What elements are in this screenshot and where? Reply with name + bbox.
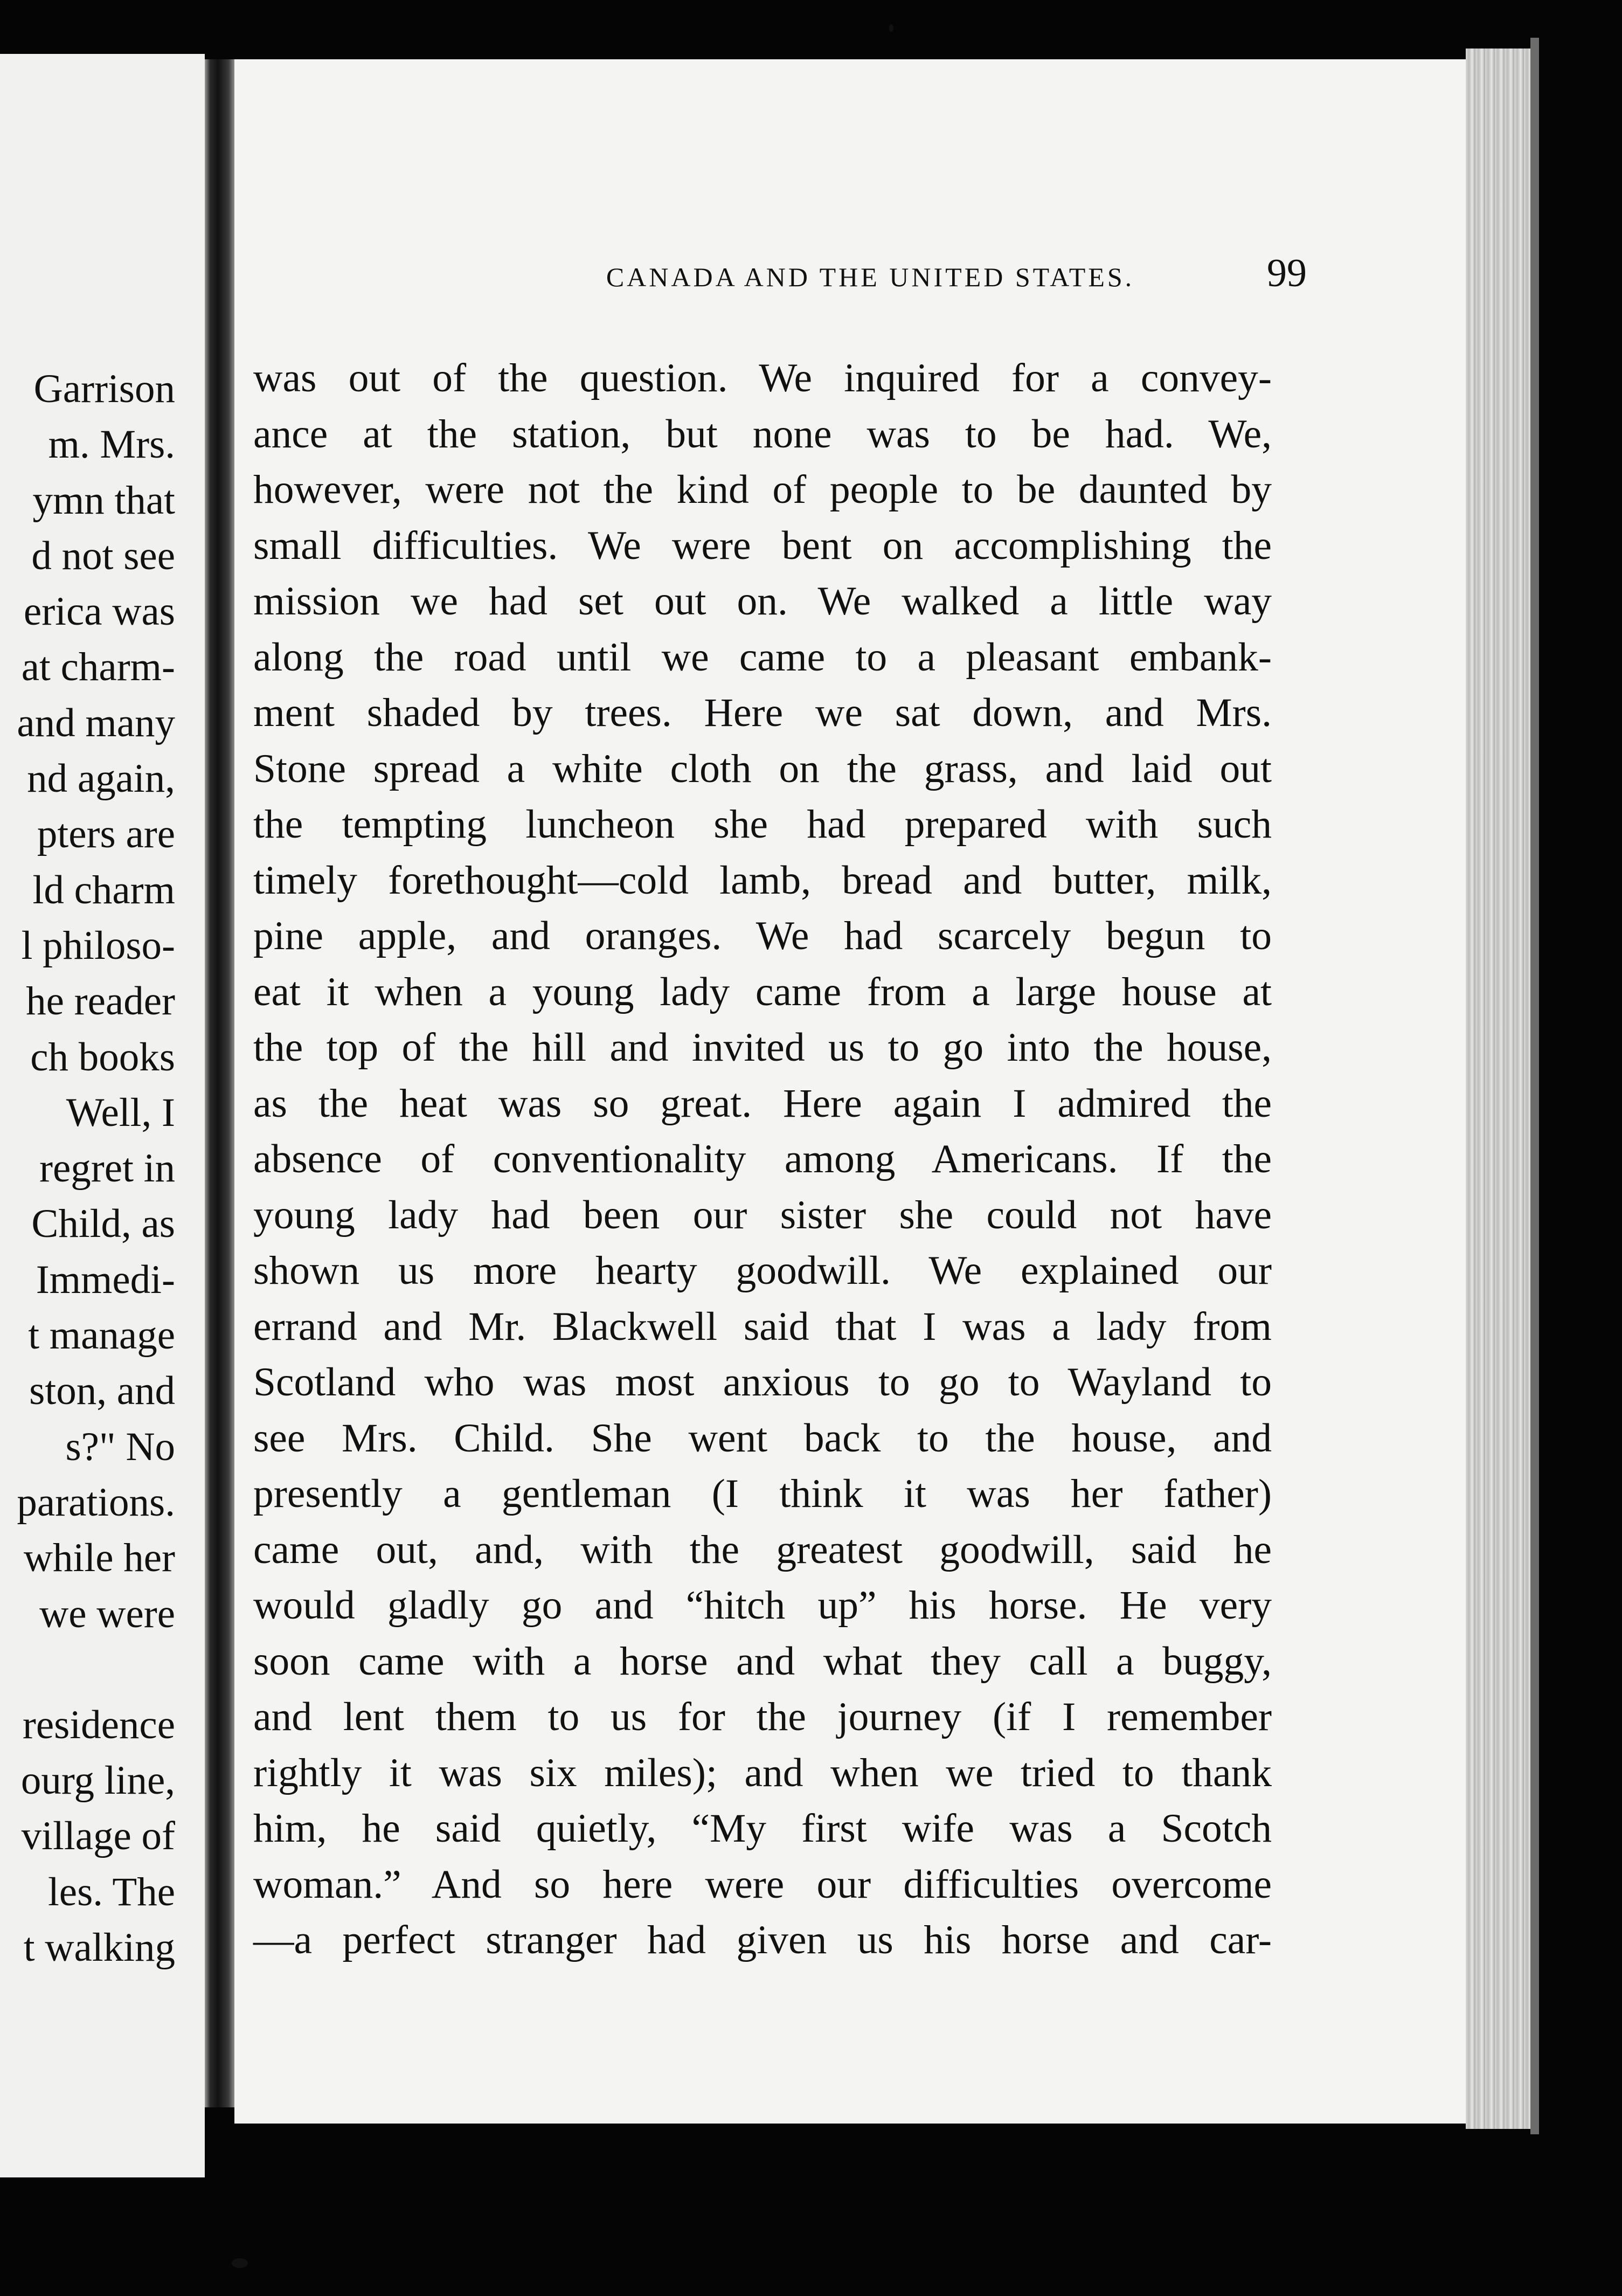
body-line: the top of the hill and invited us to go into the house, [253,1025,1272,1070]
body-line: —a perfect stranger had given us his horse and car- [253,1918,1272,1962]
left-page-line: Child, as [31,1201,175,1247]
body-line: Stone spread a white cloth on the grass, and laid out [253,746,1272,791]
left-page-line: while her [23,1536,175,1581]
body-line: woman.” And so here were our difficulties overcome [253,1862,1272,1907]
left-page-line: s?" No [65,1424,175,1469]
body-line: mission we had set out on. We walked a little way [253,579,1272,624]
left-page-line: erica was [23,589,175,634]
left-page-line: ymn that [32,478,175,523]
body-line: as the heat was so great. Here again I admired the [253,1081,1272,1126]
left-page-line: and many [17,700,175,745]
body-line: eat it when a young lady came from a large house at [253,969,1272,1014]
body-line: small difficulties. We were bent on accomplishing the [253,523,1272,568]
left-page-line: l philoso- [21,923,175,968]
body-line: would gladly go and “hitch up” his horse. He very [253,1583,1272,1628]
body-line: and lent them to us for the journey (if I remember [253,1695,1272,1739]
scan-speck [232,2258,248,2268]
body-line: shown us more hearty goodwill. We explained our [253,1248,1272,1293]
left-page-line: Garrison [33,366,175,411]
left-page-line: pters are [37,812,175,857]
left-page-line: ch books [30,1034,175,1080]
page-edges-shadow [1530,38,1539,2134]
body-line: was out of the question. We inquired for a convey- [253,356,1272,400]
left-page-line: he reader [26,979,175,1024]
body-line: rightly it was six miles); and when we tried to thank [253,1750,1272,1795]
left-page-text [17,361,175,1975]
left-page-line: m. Mrs. [48,422,175,467]
body-line: errand and Mr. Blackwell said that I was a lady from [253,1304,1272,1349]
left-page-line: Immedi- [36,1257,175,1302]
body-text [253,350,1272,1968]
running-head: CANADA AND THE UNITED STATES. [606,262,1135,292]
scan-speck [889,24,893,32]
right-page [234,59,1490,2124]
body-line: however, were not the kind of people to be daunted by [253,467,1272,512]
body-line: pine apple, and oranges. We had scarcely begun to [253,914,1272,958]
left-page-line: we were [39,1591,175,1636]
left-page-line [17,1642,175,1697]
body-line: presently a gentleman (I think it was her father) [253,1471,1272,1516]
body-line: the tempting luncheon she had prepared with such [253,802,1272,847]
body-line: see Mrs. Child. She went back to the house, and [253,1415,1272,1461]
left-page-line: t walking [23,1925,175,1970]
left-page-line: Well, I [66,1090,175,1135]
left-page-line: parations. [17,1479,175,1525]
body-line: ment shaded by trees. Here we sat down, and Mrs. [253,690,1272,735]
body-line: young lady had been our sister she could not have [253,1192,1272,1237]
left-page-line: residence [22,1702,175,1747]
left-page-line: nd again, [27,756,175,801]
book-gutter [205,59,234,2107]
left-page-line: regret in [39,1146,175,1191]
left-page-line: ld charm [32,867,175,912]
left-page-line: village of [21,1814,175,1859]
body-line: him, he said quietly, “My first wife was a Scotch [253,1806,1272,1851]
left-page-line: ston, and [29,1368,175,1414]
body-line: ance at the station, but none was to be had. We, [253,411,1272,457]
left-page-line: ourg line, [20,1758,175,1803]
left-page-line: at charm- [21,645,175,690]
page-edges [1466,49,1530,2129]
body-line: Scotland who was most anxious to go to Wayland to [253,1360,1272,1405]
page-number: 99 [1267,251,1307,295]
body-line: came out, and, with the greatest goodwill, said he [253,1527,1272,1572]
left-page-line: t manage [28,1313,175,1358]
body-line: absence of conventionality among Americans. If the [253,1137,1272,1181]
body-line: along the road until we came to a pleasant embank- [253,634,1272,680]
left-page-line: les. The [47,1869,175,1914]
left-facing-page [0,54,205,2177]
left-page-line: d not see [31,533,175,578]
body-line: soon came with a horse and what they call a buggy, [253,1638,1272,1684]
body-line: timely forethought—cold lamb, bread and butter, milk, [253,857,1272,903]
